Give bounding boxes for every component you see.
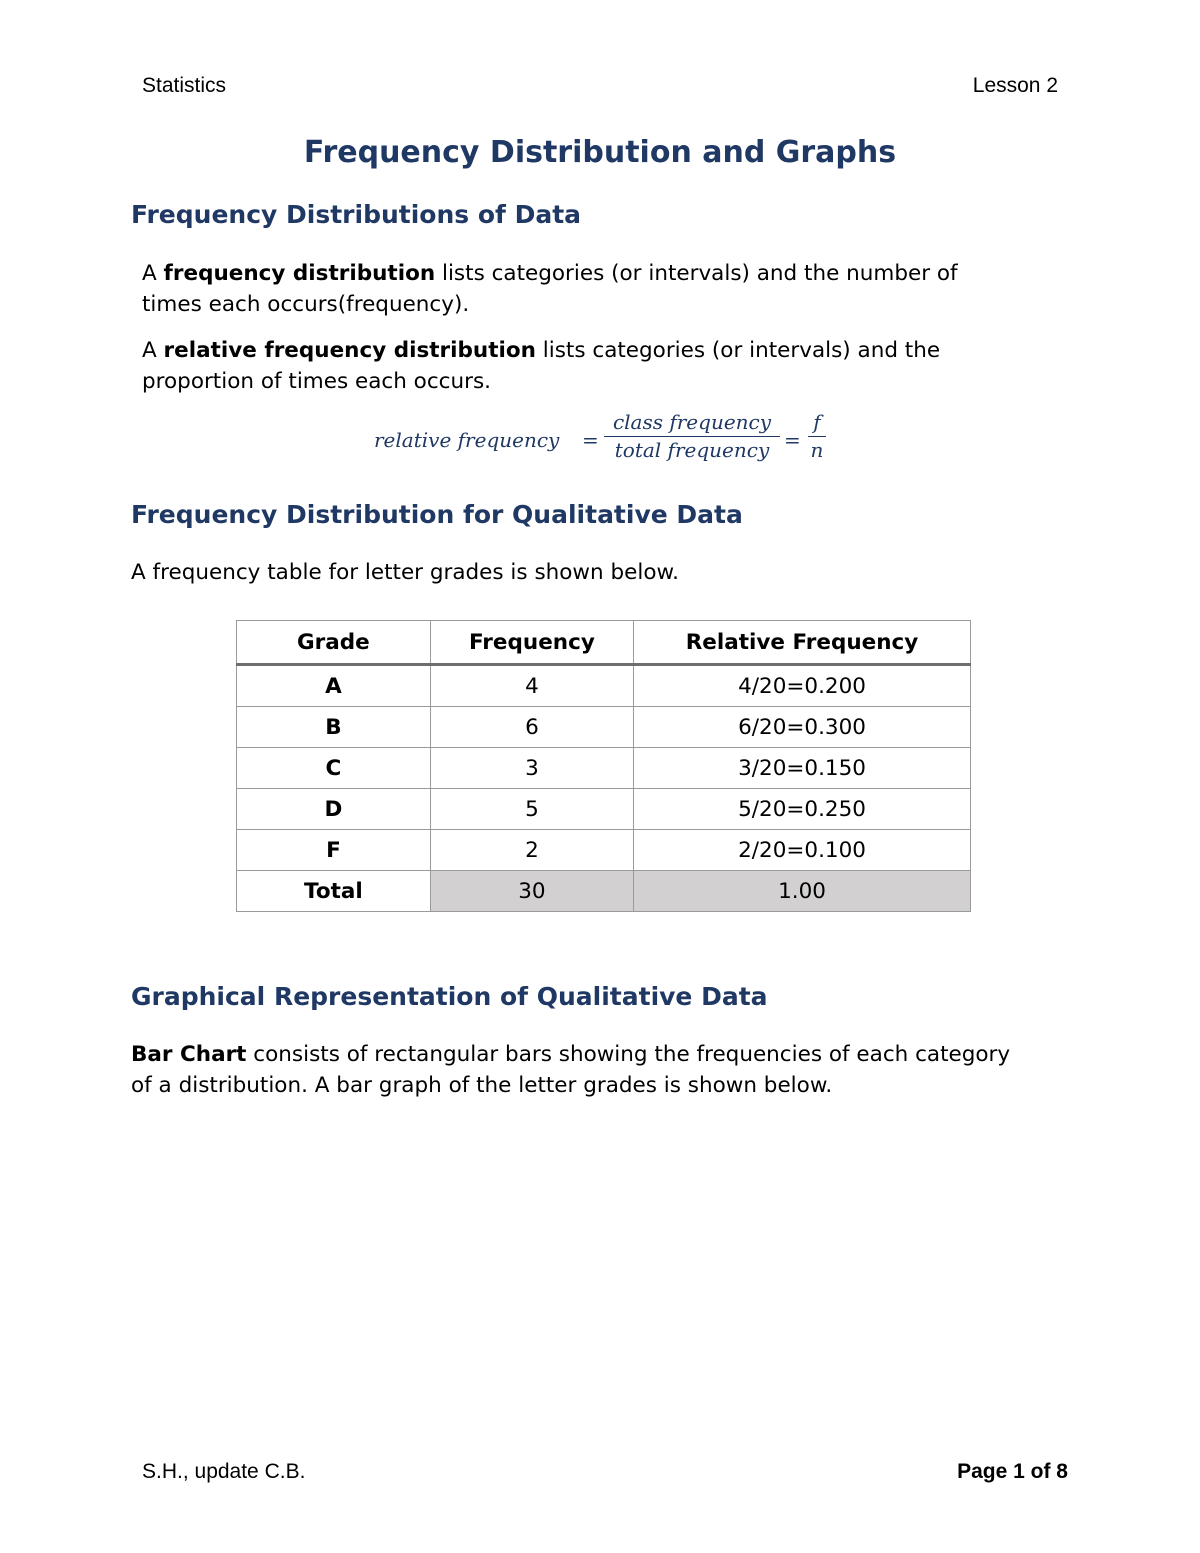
table-row xyxy=(237,665,971,707)
cell-grade: F xyxy=(237,830,431,871)
cell-relative-frequency: 6/20=0.300 xyxy=(634,707,971,748)
table-row xyxy=(237,789,971,830)
footer-author: S.H., update C.B. xyxy=(142,1460,306,1483)
formula-fraction-words xyxy=(604,410,780,462)
cell-total-relative-frequency: 1.00 xyxy=(634,871,971,912)
formula-denominator: total frequency xyxy=(614,438,770,462)
term-frequency-distribution: frequency distribution xyxy=(163,261,436,286)
cell-frequency: 3 xyxy=(430,748,633,789)
paragraph-relative-frequency-distribution: A relative frequency distribution lists categories (or intervals) and the proportion of times each occurs. xyxy=(142,338,941,394)
header-lesson: Lesson 2 xyxy=(972,74,1058,97)
paragraph-frequency-distribution: A frequency distribution lists categories (or intervals) and the number of times each occurs(frequency). xyxy=(142,261,958,317)
table-intro: A frequency table for letter grades is shown below. xyxy=(131,560,679,585)
cell-relative-frequency: 2/20=0.100 xyxy=(634,830,971,871)
table-total-row xyxy=(237,871,971,912)
formula-fraction-symbols xyxy=(808,410,826,462)
formula-equals: = xyxy=(784,428,801,452)
cell-relative-frequency: 3/20=0.150 xyxy=(634,748,971,789)
cell-relative-frequency: 4/20=0.200 xyxy=(634,665,971,707)
formula-numerator-f: f xyxy=(813,410,821,434)
cell-grade: D xyxy=(237,789,431,830)
formula-equals: = xyxy=(582,428,599,452)
page-title: Frequency Distribution and Graphs xyxy=(303,135,897,170)
section-heading-qualitative: Frequency Distribution for Qualitative Data xyxy=(131,500,743,529)
cell-frequency: 6 xyxy=(430,707,633,748)
header-course: Statistics xyxy=(142,74,227,97)
cell-grade: A xyxy=(237,665,431,707)
section-heading-frequency-distributions: Frequency Distributions of Data xyxy=(131,200,582,229)
section-heading-graphical: Graphical Representation of Qualitative Data xyxy=(131,982,768,1011)
cell-frequency: 4 xyxy=(430,665,633,707)
cell-total-frequency: 30 xyxy=(430,871,633,912)
cell-frequency: 5 xyxy=(430,789,633,830)
table-row xyxy=(237,748,971,789)
footer-page-number: Page 1 of 8 xyxy=(957,1460,1068,1483)
cell-relative-frequency: 5/20=0.250 xyxy=(634,789,971,830)
table-header-row xyxy=(237,621,971,665)
column-header-grade: Grade xyxy=(237,621,431,665)
cell-frequency: 2 xyxy=(430,830,633,871)
column-header-frequency: Frequency xyxy=(430,621,633,665)
frequency-table xyxy=(236,620,971,912)
table-row xyxy=(237,707,971,748)
term-relative-frequency-distribution: relative frequency distribution xyxy=(163,338,536,363)
cell-grade: C xyxy=(237,748,431,789)
cell-grade: B xyxy=(237,707,431,748)
formula-lhs: relative frequency xyxy=(374,428,560,452)
paragraph-bar-chart: Bar Chart consists of rectangular bars showing the frequencies of each category of a distribution. A bar graph of the letter grades is shown below. xyxy=(131,1042,1011,1098)
term-bar-chart: Bar Chart xyxy=(131,1042,247,1067)
column-header-relative-frequency: Relative Frequency xyxy=(634,621,971,665)
cell-total-label: Total xyxy=(237,871,431,912)
formula-numerator: class frequency xyxy=(612,410,772,434)
formula-denominator-n: n xyxy=(810,438,824,462)
table-row xyxy=(237,830,971,871)
